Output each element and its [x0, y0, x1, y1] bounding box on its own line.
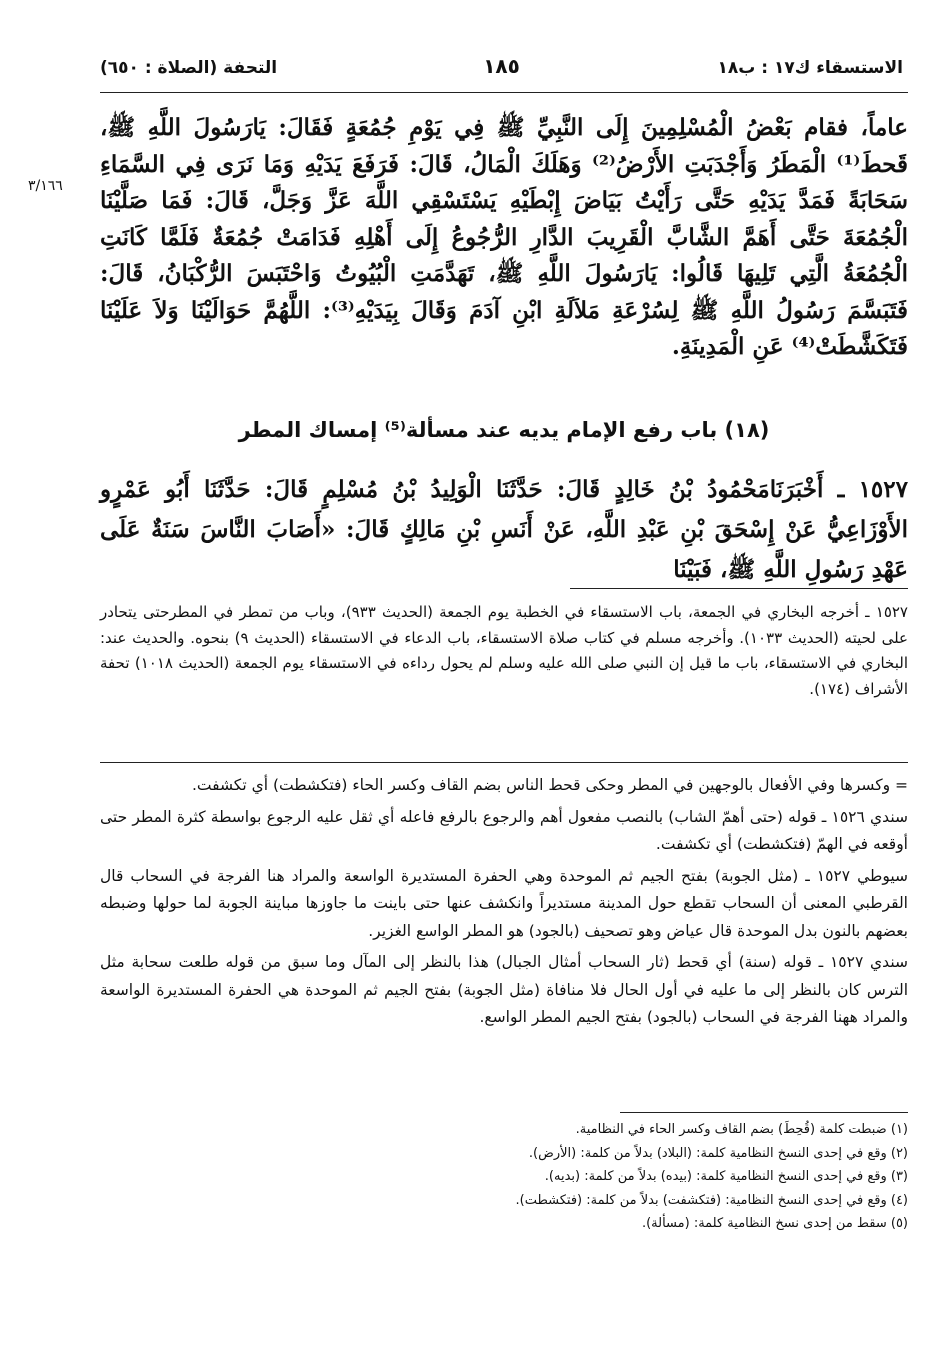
commentary-section	[100, 772, 908, 1036]
takhrij-note: ١٥٢٧ ـ أخرجه البخاري في الجمعة، باب الاستسقاء في الخطبة يوم الجمعة (الحديث ٩٣٣)، وباب من تمطر في المطرحتى يتحادر على لحيته (الحديث ١٠٣٣). وأخرجه مسلم في كتاب صلاة الاستسقاء، باب الدعاء في الاستسقاء (الحديث ٩) بنحوه. والحديث عند: البخاري في الاستسقاء، باب ما قيل إن النبي صلى الله عليه وسلم لم يحول رداءه في الاستسقاء يوم الجمعة (الحديث ١٠١٨) تحفة الأشراف (١٧٤).	[100, 603, 909, 698]
hadith-continuation-text: عاماً، فقام بَعْضُ الْمُسْلِمِينَ إِلَى النَّبِيِّ ﷺ فِي يَوْمِ جُمُعَةٍ فَقَالَ: يَارَسُولَ اللَّهِ ﷺ، قَحطَ⁽¹⁾ الْمَطَرُ وَأَجْدَبَتِ الأَرْضُ⁽²⁾ وَهَلَكَ الْمَالُ، قَالَ: فَرَفَعَ يَدَيْهِ وَمَا نَرَى فِي السَّمَاءِ سَحَابَةً فَمَدَّ يَدَيْهِ حَتَّى رَأَيْتُ بَيَاضَ إِبْطَيْهِ يَسْتَسْقِي اللَّهَ عَزَّ وَجَلَّ، قَالَ: فَمَا صَلَّيْنَا الْجُمُعَةَ حَتَّى أَهَمَّ الشَّابَّ الْقَرِيبَ الدَّارِ الرُّجُوعُ إِلَى أَهْلِهِ فَدَامَتْ جُمُعَةٌ فَلَمَّا كَانَتِ الْجُمُعَةُ الَّتِي تَلِيهَا قَالُوا: يَارَسُولَ اللَّهِ ﷺ، تَهَدَّمَتِ الْبُيُوتُ وَاحْتَبَسَ الرُّكْبَانُ، قَالَ: فَتَبَسَّمَ رَسُولُ اللَّهِ ﷺ لِسُرْعَةِ مَلاَلَةِ ابْنِ آدَمَ وَقَالَ بِيَدَيْهِ⁽³⁾: اللَّهُمَّ حَوَالَيْنَا وَلاَ عَلَيْنَا فَتَكَشَّطَتْ⁽⁴⁾ عَنِ الْمَدِينَةِ.	[100, 114, 908, 360]
footnote: (٢) وقع في إحدى النسخ النظامية كلمة: (البلاد) بدلاً من كلمة: (الأرض).	[528, 1145, 908, 1161]
footnotes	[100, 1118, 908, 1236]
margin-reference: ٣/١٦٦	[28, 178, 63, 194]
header-divider	[100, 92, 908, 93]
page-header	[100, 52, 903, 92]
header-book-chapter: الاستسقاء ك١٧ : ب١٨	[717, 58, 903, 78]
page-number: ١٨٥	[483, 54, 520, 78]
header-tuhfa-ref: التحفة (الصلاة : ٦٥٠)	[100, 58, 278, 78]
footnote: (١) ضبطت كلمة (قُحِطَ) بضم القاف وكسر الحاء في النظامية.	[575, 1122, 908, 1137]
chapter-title: (١٨) باب رفع الإمام يديه عند مسألة⁽⁵⁾ إمساك المطر	[238, 418, 770, 442]
hadith-1527-text: ١٥٢٧ ـ أَخْبَرَنَامَحْمُودُ بْنُ خَالِدٍ قَالَ: حَدَّثَنَا الْوَلِيدُ بْنُ مُسْلِمٍ قَالَ: حَدَّثَنَا أَبُو عَمْرٍو الأَوْزَاعِيُّ عَنْ إِسْحَقَ بْنِ عَبْدِ اللَّهِ، عَنْ أَنَسِ بْنِ مَالِكٍ قَالَ: «أَصَابَ النَّاسَ سَنَةٌ عَلَى عَهْدِ رَسُولِ اللَّهِ ﷺ، فَبَيْنَا	[100, 476, 908, 583]
footnote: (٣) وقع في إحدى النسخ النظامية كلمة: (بيده) بدلاً من كلمة: (بديه).	[544, 1169, 908, 1184]
commentary-paragraph: سيوطي ١٥٢٧ ـ (مثل الجوبة) بفتح الجيم ثم الموحدة وهي الحفرة المستديرة الواسعة والمراد هنا الفرجة في السحاب قال القرطبي المعنى أن السحاب تقطع حول المدينة مستديراً وانكشف عنها حتى باينت ما جاوزها مباينة الجوبة لما حولها وضبطه بعضهم بالنون بدل الموحدة قال عياض وهو تصحيف (بالجود) هو المطر الواسع الغزير.	[100, 866, 908, 940]
footnotes-divider	[620, 1112, 908, 1113]
commentary-paragraph: = وكسرها وفي الأفعال بالوجهين في المطر وحكى قحط الناس بضم القاف وكسر الحاء (فتكشطت) أي تكشفت.	[191, 776, 908, 794]
commentary-paragraph: سندي ١٥٢٦ ـ قوله (حتى أهمّ الشاب) بالنصب مفعول أهم والرجوع بالرفع فاعله أي ثقل عليه الرجوع بواسطة كثرة المطر حتى أوقعه في الهمّ (فتكشطت) أي تكشفت.	[100, 807, 908, 853]
takhrij-divider	[570, 588, 908, 589]
footnote: (٤) وقع في إحدى النسخ النظامية: (فتكشفت) بدلاً من كلمة: (فتكشطت).	[515, 1192, 908, 1208]
commentary-divider	[100, 762, 908, 763]
footnote: (٥) سقط من إحدى نسخ النظامية كلمة: (مسألة).	[641, 1216, 908, 1231]
commentary-paragraph: سندي ١٥٢٧ ـ قوله (سنة) أي قحط (ثار السحاب أمثال الجبال) هذا بالنظر إلى المآل وما سبق من قوله طلعت سحابة مثل الترس كان بالنظر إلى ما عليه في أول الحال فلا منافاة (مثل الجوبة) بفتح الجيم ثم الموحدة هي الحفرة المستديرة الواسعة والمراد ههنا الفرجة في السحاب (بالجود) بفتح الجيم المطر الواسع.	[100, 953, 908, 1026]
